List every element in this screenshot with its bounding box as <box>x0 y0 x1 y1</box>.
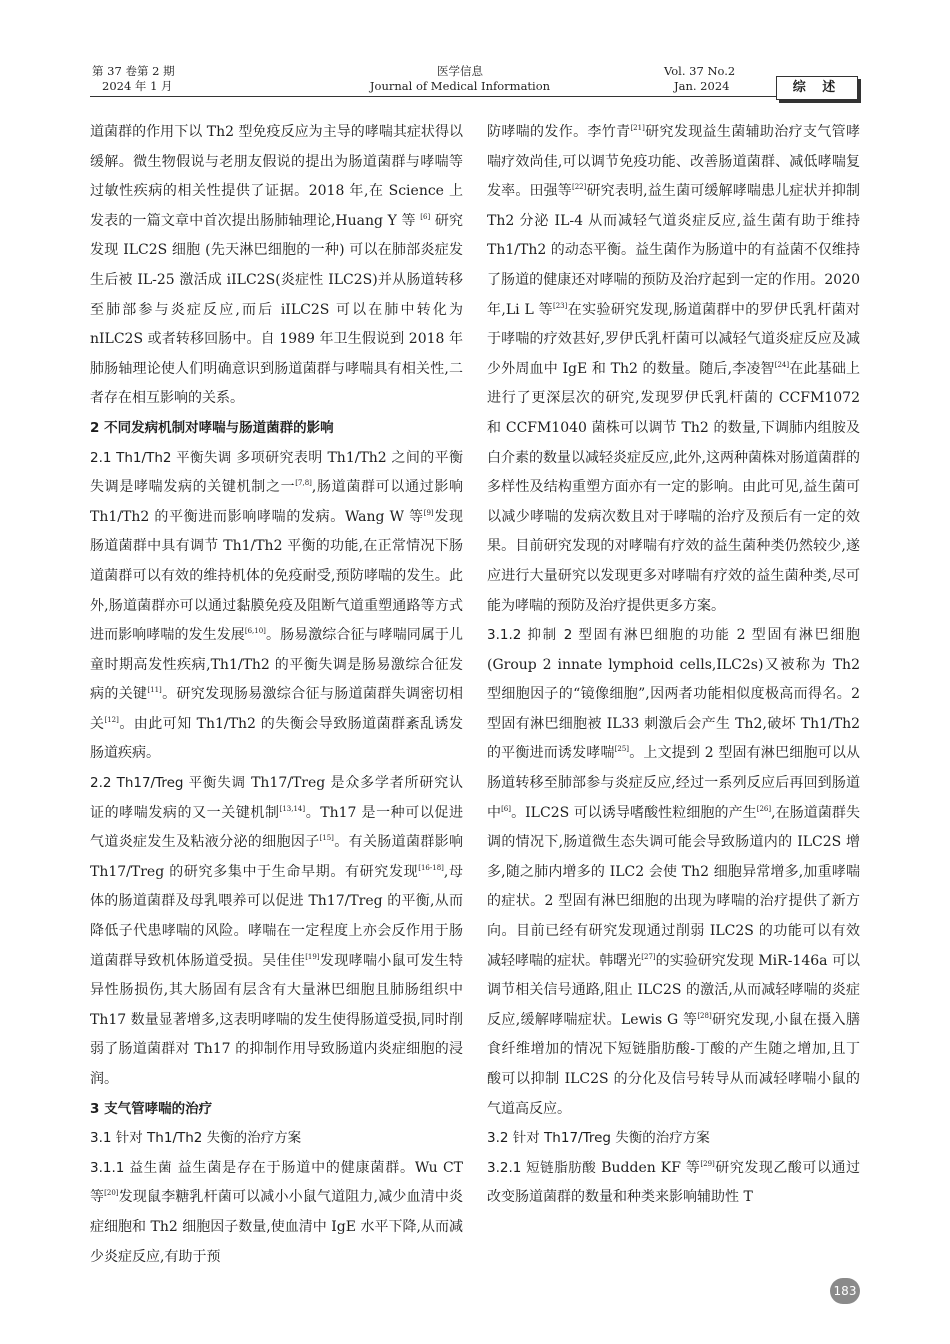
header-journal-block <box>330 64 590 94</box>
citation: [28] <box>697 1011 712 1020</box>
left-column <box>90 118 463 1272</box>
header-journal-en: Journal of Medical Information <box>369 79 551 93</box>
header-volume-cn: 第 37 卷第 2 期 <box>92 64 175 78</box>
citation: [6] <box>420 212 431 221</box>
citation: [15] <box>319 834 334 843</box>
section-heading: 3 支气管哮喘的治疗 <box>90 1100 213 1117</box>
citation: [29] <box>700 1159 715 1168</box>
header-journal-cn: 医学信息 <box>437 64 483 78</box>
header-date-cn: 2024 年 1 月 <box>102 79 173 93</box>
right-column <box>487 118 860 1213</box>
section-heading: 2 不同发病机制对哮喘与肠道菌群的影响 <box>90 419 334 436</box>
header-volume-en: Vol. 37 No.2 <box>664 64 736 78</box>
citation: [21] <box>630 124 645 132</box>
citation: [12] <box>104 715 119 724</box>
subsection-title: 3.1.2 抑制 2 型固有淋巴细胞的功能 <box>487 627 731 644</box>
section-tag: 综 述 <box>776 76 858 100</box>
paragraph: 2.2 Th17/Treg 平衡失调 Th17/Treg 是众多学者所研究认证的哮喘发病的又一关键机制[13,14]。Th17 是一种可以促进气道炎症发生及粘液分泌的细胞因子[15]。有关肠道菌群影响 Th17/Treg 的研究多集中于生命早期。有研究发现[16-18],母体的肠道菌群及母乳喂养可以促进 Th17/Treg 的平衡,从而降低子代患哮喘的风险。哮喘在一定程度上亦会反作用于肠道菌群导致机体肠道受损。吴佳佳[19]发现哮喘小鼠可发生特异性肠损伤,其大肠固有层含有大量淋巴细胞且肺肠组织中 Th17 数量显著增多,这表明哮喘的发生使得肠道受损,同时削弱了肠道菌群对 Th17 的抑制作用导致肠道内炎症细胞的浸润。 <box>90 775 464 1087</box>
subsection-title: 3.2.1 短链脂肪酸 <box>487 1159 597 1176</box>
citation: [13,14] <box>279 804 306 813</box>
citation: [20] <box>104 1189 119 1198</box>
citation: [19] <box>305 952 320 961</box>
paragraph: 2.1 Th1/Th2 平衡失调 多项研究表明 Th1/Th2 之间的平衡失调是哮喘发病的关键机制之一[7,8],肠道菌群可以通过影响 Th1/Th2 的平衡进而影响哮喘的发病。Wang W 等[9]发现肠道菌群中具有调节 Th1/Th2 平衡的功能,在正常情况下肠道菌群可以有效的维持机体的免疫耐受,预防哮喘的发生。此外,肠道菌群亦可以通过黏膜免疫及阻断气道重塑通路等方式进而影响哮喘的发生发展[6,10]。肠易激综合征与哮喘同属于儿童时期高发性疾病,Th1/Th2 的平衡失调是肠易激综合征发病的关键[11]。研究发现肠易激综合征与肠道菌群失调密切相关[12]。由此可知 Th1/Th2 的失衡会导致肠道菌群紊乱诱发肠道疾病。 <box>90 449 464 762</box>
subsection-title: 3.1.1 益生菌 <box>90 1159 173 1176</box>
citation: [9] <box>423 508 434 517</box>
citation: [6,10] <box>244 627 266 636</box>
citation: [24] <box>774 360 790 369</box>
paragraph: 3.2.1 短链脂肪酸 Budden KF 等[29]研究发现乙酸可以通过改变肠道菌群的数量和种类来影响辅助性 T <box>487 1159 860 1206</box>
subsection-heading: 3.2 针对 Th17/Treg 失衡的治疗方案 <box>487 1130 710 1147</box>
citation: [26] <box>756 804 772 813</box>
paragraph: 防哮喘的发作。李竹青[21]研究发现益生菌辅助治疗支气管哮喘疗效尚佳,可以调节免疫功能、改善肠道菌群、减低哮喘复发率。田强等[22]研究表明,益生菌可缓解哮喘患儿症状并抑制 Th2 分泌 IL-4 从而减轻气道炎症反应,益生菌有助于维持 Th1/Th2 的动态平衡。益生菌作为肠道中的有益菌不仅维持了肠道的健康还对哮喘的预防及治疗起到一定的作用。2020 年,Li L 等[23]在实验研究发现,肠道菌群中的罗伊氏乳杆菌对于哮喘的疗效甚好,罗伊氏乳杆菌可以减轻气道炎症反应及减少外周血中 IgE 和 Th2 的数量。随后,李凌智[24]在此基础上进行了更深层次的研究,发现罗伊氏乳杆菌的 CCFM1072 和 CCFM1040 菌株可以调节 Th2 的数量,下调肺内组胺及白介素的数量以减轻炎症反应,此外,这两种菌株对肠道菌群的多样性及结构重塑方面亦有一定的影响。由此可见,益生菌可以减少哮喘的发病次数且对于哮喘的治疗及预后有一定的效果。目前研究发现的对哮喘有疗效的益生菌种类仍然较少,遂应进行大量研究以发现更多对哮喘有疗效的益生菌种类,尽可能为哮喘的预防及治疗提供更多方案。 <box>487 124 861 614</box>
citation: [11] <box>147 686 162 695</box>
header-date-en: Jan. 2024 <box>674 79 730 93</box>
paragraph: 3.1.2 抑制 2 型固有淋巴细胞的功能 2 型固有淋巴细胞(Group 2 innate lymphoid cells,ILC2s)又被称为 Th2 型细胞因子的“镜像细胞”,因两者功能相似度极高而得名。2 型固有淋巴细胞被 IL33 刺激后会产生 Th2,破坏 Th1/Th2 的平衡进而诱发哮喘[25]。上文提到 2 型固有淋巴细胞可以从肠道转移至肺部参与炎症反应,经过一系列反应后再回到肠道中[6]。ILC2S 可以诱导嗜酸性粒细胞的产生[26],在肠道菌群失调的情况下,肠道微生态失调可能会导致肠道内的 ILC2S 增多,随之肺内增多的 ILC2 会使 Th2 细胞异常增多,加重哮喘的症状。2 型固有淋巴细胞的出现为哮喘的治疗提供了新方向。目前已经有研究发现通过削弱 ILC2S 的功能可以有效减轻哮喘的症状。韩曙光[27]的实验研究发现 MiR-146a 可以调节相关信号通路,阻止 ILC2S 的激活,从而减轻哮喘的炎症反应,缓解哮喘症状。Lewis G 等[28]研究发现,小鼠在摄入膳食纤维增加的情况下短链脂肪酸-丁酸的产生随之增加,且丁酸可以抑制 ILC2S 的分化及信号转导从而减轻哮喘小鼠的气道高反应。 <box>487 627 861 1117</box>
citation: [16-18] <box>418 863 444 872</box>
citation: [23] <box>552 301 568 310</box>
citation: [6] <box>501 804 511 813</box>
citation: [22] <box>571 183 587 192</box>
subsection-heading: 3.1 针对 Th1/Th2 失衡的治疗方案 <box>90 1130 302 1147</box>
citation: [25] <box>614 745 630 754</box>
paragraph: 道菌群的作用下以 Th2 型免疫反应为主导的哮喘其症状得以缓解。微生物假说与老朋友假说的提出为肠道菌群与哮喘等过敏性疾病的相关性提供了证据。2018 年,在 Science 上发表的一篇文章中首次提出肠肺轴理论,Huang Y 等 [6] 研究发现 ILC2S 细胞 (先天淋巴细胞的一种) 可以在肺部炎症发生后被 IL-25 激活成 iILC2S(炎症性 ILC2S)并从肠道转移至肺部参与炎症反应,而后 iILC2S 可以在肺中转化为 nILC2S 或者转移回肠中。自 1989 年卫生假说到 2018 年肺肠轴理论使人们明确意识到肠道菌群与哮喘具有相关性,二者存在相互影响的关系。 <box>90 124 464 407</box>
header-volume-en-block <box>664 64 735 94</box>
paragraph: 3.1.1 益生菌 益生菌是存在于肠道中的健康菌群。Wu CT 等[20]发现鼠李糖乳杆菌可以减小小鼠气道阻力,减少血清中炎症细胞和 Th2 细胞因子数量,使血清中 IgE 水平下降,从而减少炎症反应,有助于预 <box>90 1159 464 1265</box>
subsection-title: 2.2 Th17/Treg 平衡失调 <box>90 775 246 792</box>
citation: [7,8] <box>295 479 312 488</box>
page-number: 183 <box>830 1278 860 1304</box>
citation: [27] <box>641 952 656 961</box>
header-volume-cn-block <box>92 64 175 94</box>
subsection-title: 2.1 Th1/Th2 平衡失调 <box>90 449 232 466</box>
header-rule <box>90 96 776 97</box>
